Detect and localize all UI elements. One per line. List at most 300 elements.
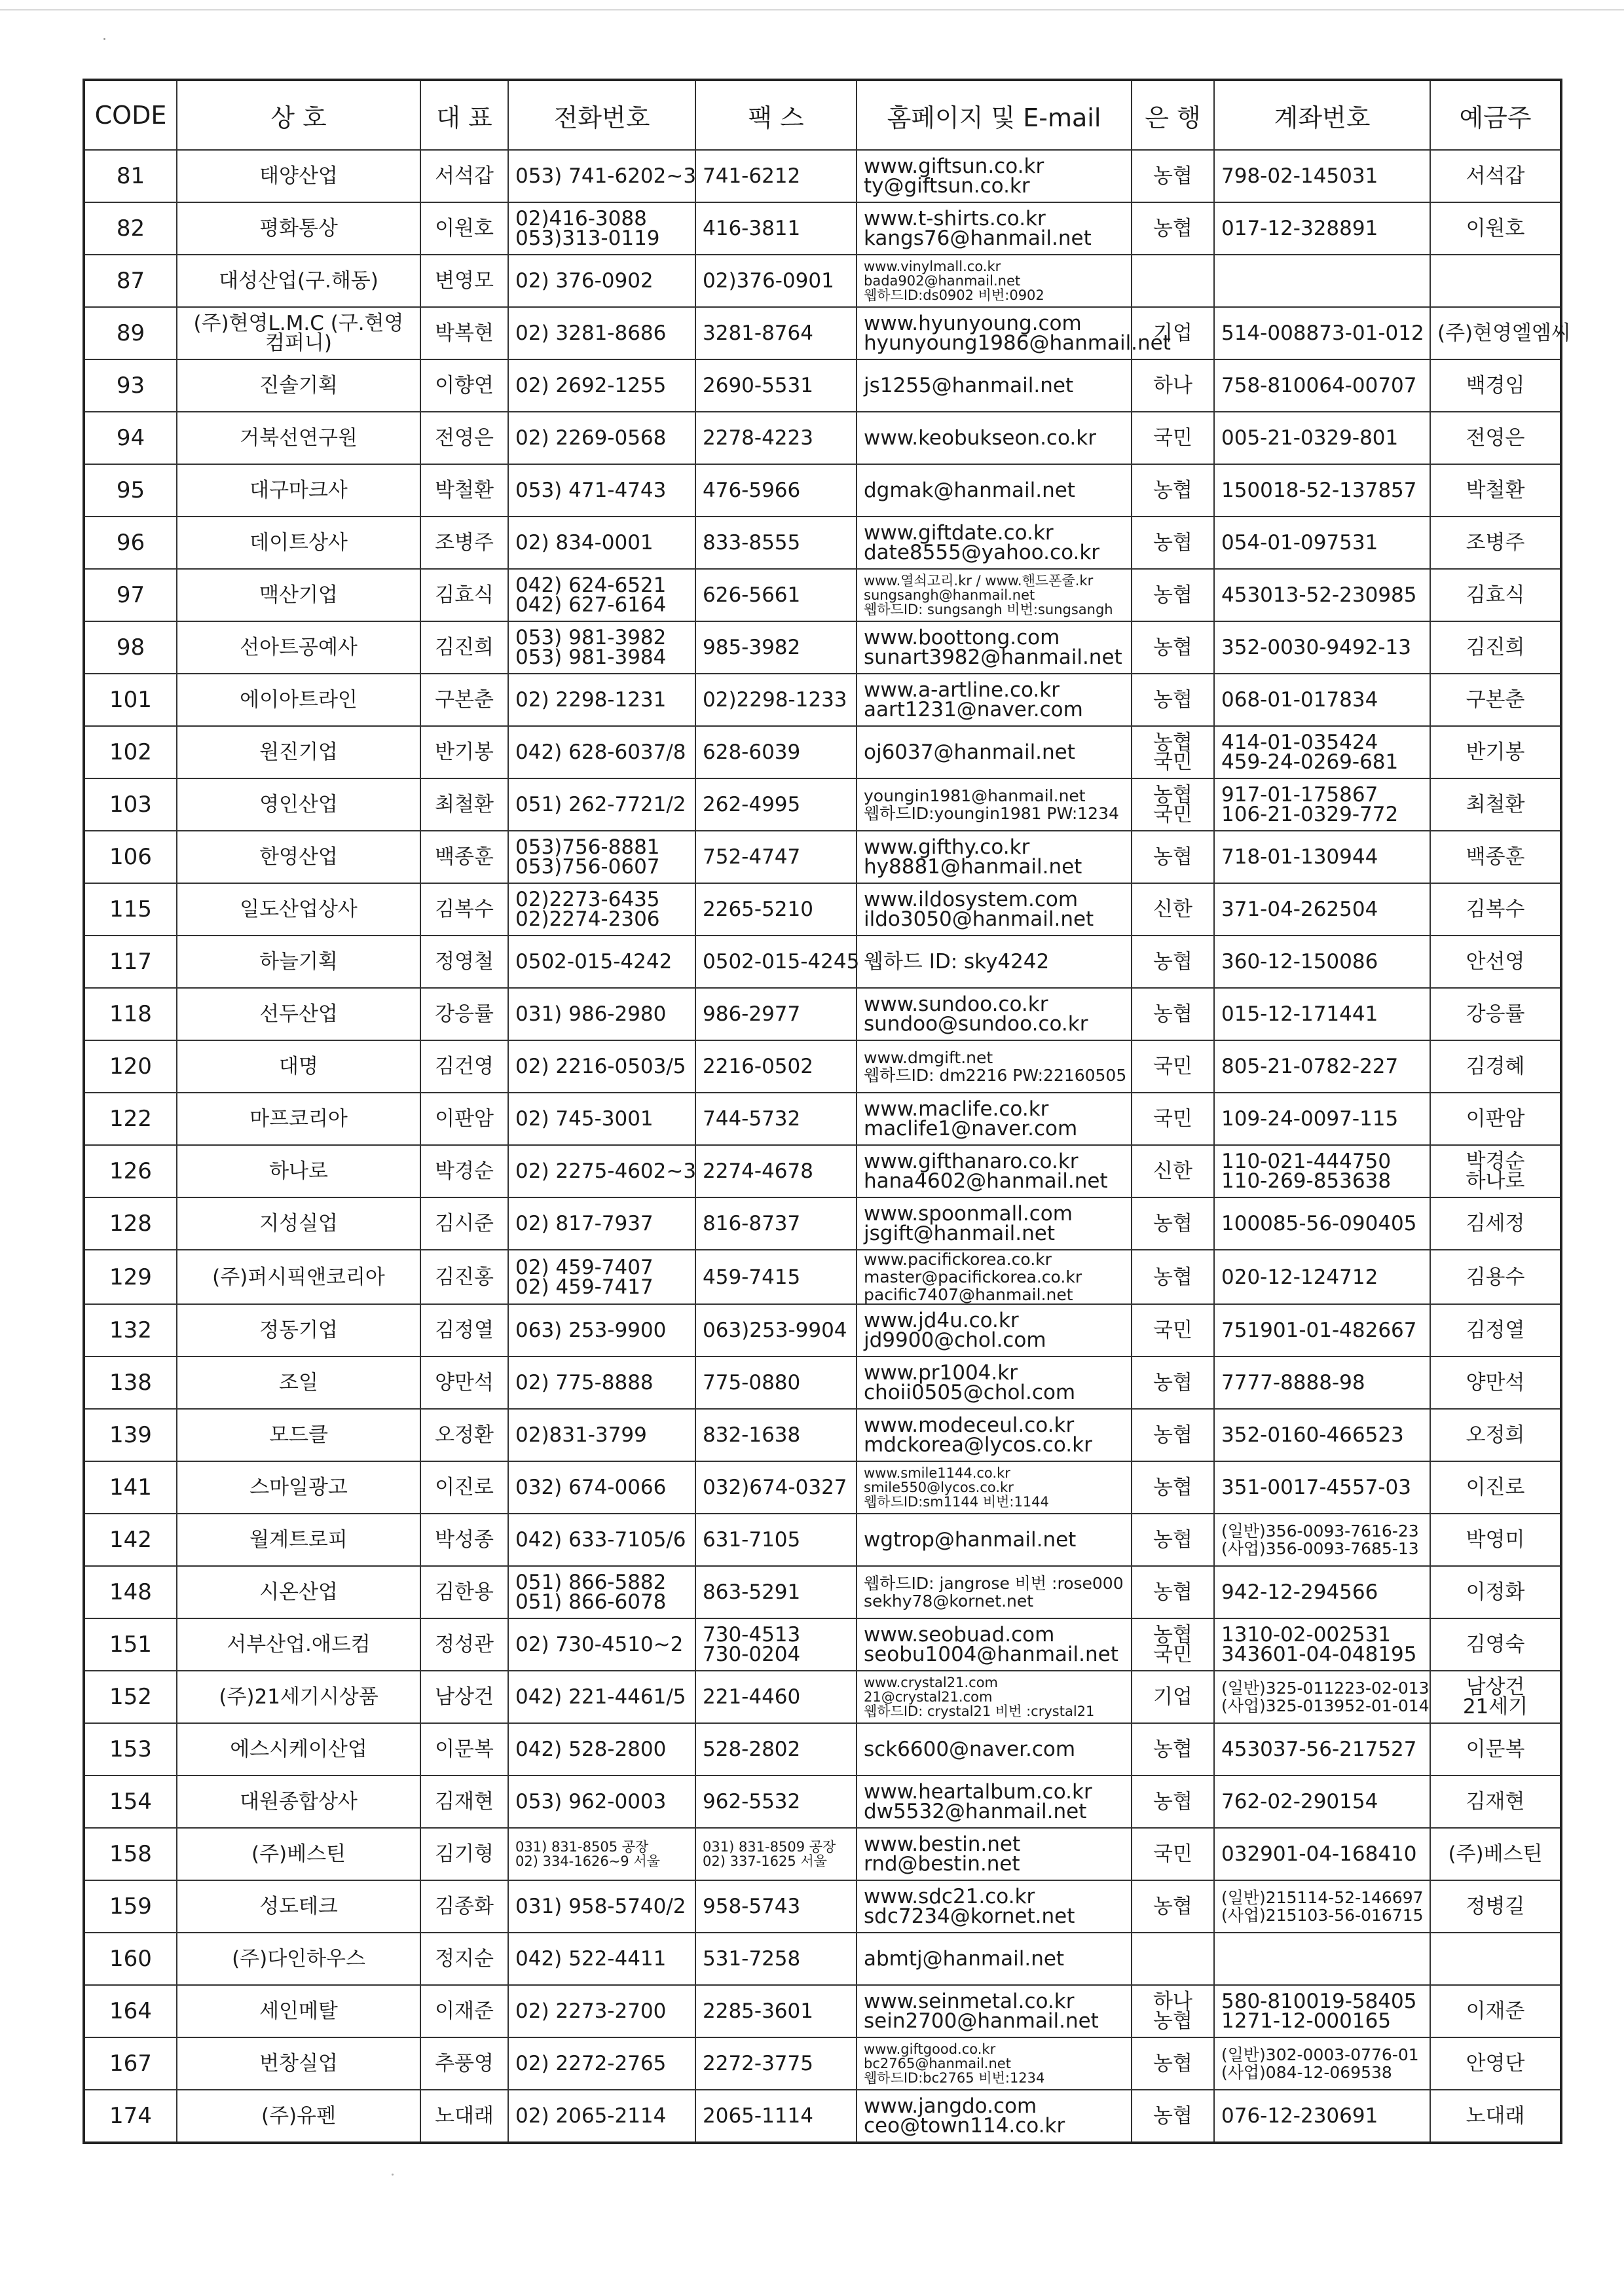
fax-cell — [695, 1304, 857, 1357]
web-email-cell-line: 웹하드ID:sm1144 비번:1144 — [864, 1494, 1049, 1510]
representative-cell: 반기봉 — [420, 726, 508, 778]
phone-cell-line: 02) 745-3001 — [515, 1107, 654, 1131]
bank-cell — [1132, 831, 1214, 883]
representative-cell: 조병주 — [420, 517, 508, 569]
account-holder-cell-line: 안선영 — [1466, 950, 1525, 974]
representative-cell: 박복현 — [420, 307, 508, 359]
fax-cell-line: 262-4995 — [703, 793, 801, 816]
account-number-cell — [1214, 1880, 1430, 1933]
account-number-cell-line: 917-01-175867 — [1221, 783, 1378, 807]
account-number-cell-line: (사업)356-0093-7685-13 — [1221, 1539, 1419, 1558]
account-number-cell — [1214, 1040, 1430, 1093]
bank-cell-line: 농협 — [1153, 1790, 1192, 1813]
table-row — [84, 1723, 1561, 1776]
bank-cell — [1132, 1461, 1214, 1514]
web-email-cell — [857, 255, 1132, 307]
table-row — [84, 1145, 1561, 1197]
col-phone-header: 전화번호 — [508, 80, 695, 150]
code-cell: 101 — [84, 674, 177, 726]
bank-cell — [1132, 1357, 1214, 1409]
web-email-cell-line: pacific7407@hanmail.net — [864, 1285, 1073, 1304]
table-row — [84, 1040, 1561, 1093]
web-email-cell-line: mdckorea@lycos.co.kr — [864, 1433, 1092, 1457]
account-holder-cell-line: 서석갑 — [1466, 164, 1525, 188]
phone-cell — [508, 1197, 695, 1250]
web-email-cell-line: sck6600@naver.com — [864, 1738, 1076, 1761]
company-name-cell: 평화통상 — [177, 202, 420, 255]
bank-cell — [1132, 1671, 1214, 1723]
account-holder-cell — [1430, 1618, 1561, 1671]
web-email-cell-line: www.a-artline.co.kr — [864, 678, 1060, 702]
account-number-cell-line: 371-04-262504 — [1221, 898, 1378, 921]
web-email-cell-line: www.dmgift.net — [864, 1048, 993, 1067]
bank-cell — [1132, 1880, 1214, 1933]
fax-cell-line: 02)376-0901 — [703, 269, 834, 293]
web-email-cell — [857, 1671, 1132, 1723]
web-email-cell — [857, 1197, 1132, 1250]
phone-cell-line: 02) 2269-0568 — [515, 426, 667, 450]
bank-cell — [1132, 150, 1214, 202]
phone-cell-line: 031) 831-8505 공장 — [515, 1839, 649, 1855]
account-number-cell — [1214, 1828, 1430, 1880]
account-number-cell — [1214, 621, 1430, 674]
account-holder-cell-line: 조병주 — [1466, 531, 1525, 555]
phone-cell-line: 02) 334-1626~9 서울 — [515, 1853, 660, 1869]
code-cell: 102 — [84, 726, 177, 778]
web-email-cell — [857, 726, 1132, 778]
representative-cell: 정지순 — [420, 1933, 508, 1985]
account-holder-cell — [1430, 988, 1561, 1040]
web-email-cell — [857, 1409, 1132, 1461]
phone-cell-line: 053) 981-3984 — [515, 646, 667, 669]
account-holder-cell — [1430, 307, 1571, 359]
fax-cell — [695, 831, 857, 883]
web-email-cell-line: 웹하드 ID: sky4242 — [864, 950, 1050, 974]
account-holder-cell-line: 오정희 — [1466, 1423, 1525, 1447]
company-name-cell: 하늘기획 — [177, 936, 420, 988]
company-name-cell: 맥산기업 — [177, 569, 420, 621]
account-number-cell — [1214, 1776, 1430, 1828]
company-name-cell: 대성산업(구.해동) — [177, 255, 420, 307]
table-row — [84, 1985, 1561, 2037]
code-cell: 97 — [84, 569, 177, 621]
web-email-cell — [857, 359, 1132, 412]
representative-cell: 강응률 — [420, 988, 508, 1040]
company-name-cell: 원진기업 — [177, 726, 420, 778]
representative-cell: 김기형 — [420, 1828, 508, 1880]
web-email-cell-line: dgmak@hanmail.net — [864, 479, 1075, 502]
account-number-cell-line: 352-0030-9492-13 — [1221, 636, 1411, 659]
web-email-cell-line: 웹하드ID: crystal21 비번 :crystal21 — [864, 1704, 1095, 1719]
representative-cell: 이문복 — [420, 1723, 508, 1776]
fax-cell — [695, 1093, 857, 1145]
web-email-cell-line: sdc7234@kornet.net — [864, 1904, 1075, 1928]
fax-cell-line: 459-7415 — [703, 1265, 801, 1289]
phone-cell-line: 02) 459-7407 — [515, 1255, 654, 1279]
fax-cell-line: 2690-5531 — [703, 374, 813, 397]
account-number-cell — [1214, 1409, 1430, 1461]
account-holder-cell-line: 이정화 — [1466, 1580, 1525, 1604]
phone-cell-line: 02) 730-4510~2 — [515, 1633, 684, 1656]
account-holder-cell-line: 하나로 — [1466, 1169, 1525, 1193]
bank-cell — [1132, 1197, 1214, 1250]
web-email-cell-line: abmtj@hanmail.net — [864, 1947, 1065, 1971]
phone-cell-line: 02)2274-2306 — [515, 907, 660, 931]
col-bank-header: 은 행 — [1132, 80, 1214, 150]
bank-cell — [1132, 464, 1214, 517]
table-row — [84, 1566, 1561, 1618]
web-email-cell-line: oj6037@hanmail.net — [864, 740, 1075, 764]
company-name-cell: 일도산업상사 — [177, 883, 420, 936]
account-number-cell-line: 110-021-444750 — [1221, 1150, 1392, 1173]
phone-cell — [508, 202, 695, 255]
web-email-cell-line: hy8881@hanmail.net — [864, 855, 1082, 879]
code-cell: 95 — [84, 464, 177, 517]
phone-cell — [508, 1828, 695, 1880]
fax-cell-line: 2265-5210 — [703, 898, 813, 921]
company-name-cell: 번창실업 — [177, 2037, 420, 2090]
web-email-cell-line: seobu1004@hanmail.net — [864, 1643, 1118, 1666]
code-cell: 129 — [84, 1250, 177, 1304]
account-holder-cell-line: 최철환 — [1466, 793, 1525, 816]
phone-cell — [508, 936, 695, 988]
representative-cell: 이원호 — [420, 202, 508, 255]
web-email-cell-line: www.bestin.net — [864, 1832, 1021, 1856]
phone-cell-line: 053)313-0119 — [515, 227, 660, 250]
table-row — [84, 1409, 1561, 1461]
bank-cell-line: 농협 — [1153, 731, 1192, 754]
account-holder-cell — [1430, 621, 1561, 674]
phone-cell-line: 02) 775-8888 — [515, 1371, 654, 1394]
bank-cell — [1132, 1250, 1214, 1304]
web-email-cell-line: www.spoonmall.com — [864, 1202, 1073, 1226]
account-number-cell-line: 758-810064-00707 — [1221, 374, 1417, 397]
account-number-cell-line: 005-21-0329-801 — [1221, 426, 1399, 450]
code-cell: 126 — [84, 1145, 177, 1197]
table-row — [84, 674, 1561, 726]
web-email-cell-line: sungsangh@hanmail.net — [864, 587, 1035, 603]
web-email-cell-line: rnd@bestin.net — [864, 1852, 1020, 1876]
code-cell: 159 — [84, 1880, 177, 1933]
account-number-cell-line: 017-12-328891 — [1221, 217, 1378, 240]
web-email-cell-line: 웹하드ID:ds0902 비번:0902 — [864, 287, 1044, 303]
web-email-cell-line: www.pacifickorea.co.kr — [864, 1250, 1052, 1269]
web-email-cell — [857, 1880, 1132, 1933]
company-name-cell: 한영산업 — [177, 831, 420, 883]
account-holder-cell — [1430, 674, 1561, 726]
account-number-cell — [1214, 150, 1430, 202]
account-number-cell-line: 942-12-294566 — [1221, 1580, 1378, 1604]
account-holder-cell — [1430, 1671, 1561, 1723]
company-name-cell: 마프코리아 — [177, 1093, 420, 1145]
table-row — [84, 1304, 1561, 1357]
web-email-cell — [857, 988, 1132, 1040]
account-number-cell-line: 150018-52-137857 — [1221, 479, 1417, 502]
phone-cell-line: 02) 2275-4602~3 — [515, 1159, 697, 1183]
account-holder-cell-line: 이문복 — [1466, 1738, 1525, 1761]
bank-cell — [1132, 412, 1214, 464]
fax-cell — [695, 307, 857, 359]
phone-cell-line: 042) 624-6521 — [515, 574, 667, 597]
web-email-cell-line: www.jd4u.co.kr — [864, 1309, 1019, 1332]
bank-cell-line: 농협 — [1153, 688, 1192, 712]
account-holder-cell — [1430, 1145, 1561, 1197]
web-email-cell-line: www.ildosystem.com — [864, 888, 1079, 911]
web-email-cell — [857, 831, 1132, 883]
account-number-cell — [1214, 202, 1430, 255]
fax-cell — [695, 1357, 857, 1409]
account-holder-cell — [1430, 1093, 1561, 1145]
bank-cell-line: 농협 — [1153, 164, 1192, 188]
web-email-cell-line: www.sdc21.co.kr — [864, 1885, 1035, 1908]
phone-cell-line: 032) 674-0066 — [515, 1476, 667, 1499]
table-row — [84, 464, 1561, 517]
bank-cell-line: 농협 — [1153, 217, 1192, 240]
phone-cell — [508, 1093, 695, 1145]
web-email-cell-line: www.seobuad.com — [864, 1623, 1055, 1647]
account-number-cell-line: 762-02-290154 — [1221, 1790, 1378, 1813]
fax-cell — [695, 1776, 857, 1828]
code-cell: 93 — [84, 359, 177, 412]
supplier-directory-sheet — [83, 79, 1571, 2144]
col-account-header: 계좌번호 — [1214, 80, 1430, 150]
bank-cell-line: 국민 — [1153, 1107, 1192, 1131]
account-number-cell — [1214, 464, 1430, 517]
representative-cell: 이재준 — [420, 1985, 508, 2037]
account-holder-cell-line: 김재현 — [1466, 1790, 1525, 1813]
account-holder-cell — [1430, 778, 1561, 831]
account-holder-cell-line: 박영미 — [1466, 1528, 1525, 1552]
phone-cell-line: 02) 817-7937 — [515, 1212, 654, 1235]
fax-cell — [695, 674, 857, 726]
phone-cell — [508, 150, 695, 202]
company-name-cell: 선아트공예사 — [177, 621, 420, 674]
web-email-cell-line: www.jangdo.com — [864, 2094, 1037, 2118]
account-holder-cell-line: 백경임 — [1466, 374, 1525, 397]
phone-cell-line: 063) 253-9900 — [515, 1319, 667, 1342]
code-cell: 142 — [84, 1514, 177, 1566]
account-number-cell — [1214, 2090, 1430, 2143]
representative-cell: 남상건 — [420, 1671, 508, 1723]
code-cell: 106 — [84, 831, 177, 883]
table-body — [84, 150, 1571, 2143]
bank-cell — [1132, 1618, 1214, 1671]
account-number-cell — [1214, 1093, 1430, 1145]
code-cell: 138 — [84, 1357, 177, 1409]
web-email-cell-line: www.gifthanaro.co.kr — [864, 1150, 1079, 1173]
table-row — [84, 1093, 1561, 1145]
company-name-cell: 에스시케이산업 — [177, 1723, 420, 1776]
account-holder-cell — [1430, 1880, 1561, 1933]
bank-cell-line: 신한 — [1153, 898, 1192, 921]
account-number-cell-line: 360-12-150086 — [1221, 950, 1378, 974]
account-holder-cell — [1430, 1461, 1561, 1514]
account-holder-cell-line: 이재준 — [1466, 1999, 1525, 2023]
scan-speck — [103, 38, 105, 40]
account-number-cell-line: 1310-02-002531 — [1221, 1623, 1392, 1647]
company-name-cell: 태양산업 — [177, 150, 420, 202]
web-email-cell-line: 21@crystal21.com — [864, 1689, 993, 1705]
fax-cell-line: 730-0204 — [703, 1643, 801, 1666]
representative-cell: 최철환 — [420, 778, 508, 831]
phone-cell-line: 02) 2273-2700 — [515, 1999, 667, 2023]
bank-cell — [1132, 1145, 1214, 1197]
fax-cell — [695, 1671, 857, 1723]
account-holder-cell-line: 김경혜 — [1466, 1055, 1525, 1078]
account-number-cell-line: (일반)215114-52-146697 — [1221, 1888, 1424, 1907]
fax-cell-line: 476-5966 — [703, 479, 801, 502]
bank-cell-line: 농협 — [1153, 479, 1192, 502]
fax-cell-line: 2216-0502 — [703, 1055, 813, 1078]
web-email-cell-line: sein2700@hanmail.net — [864, 2009, 1099, 2033]
account-number-cell-line: 414-01-035424 — [1221, 731, 1378, 754]
web-email-cell — [857, 307, 1171, 359]
representative-cell: 이진로 — [420, 1461, 508, 1514]
fax-cell-line: 986-2977 — [703, 1002, 801, 1026]
bank-cell — [1132, 1409, 1214, 1461]
company-name-cell: 세인메탈 — [177, 1985, 420, 2037]
bank-cell-line: 국민 — [1153, 1842, 1192, 1866]
bank-cell-line: 농협 — [1153, 845, 1192, 869]
fax-cell-line: 2272-3775 — [703, 2052, 813, 2075]
account-number-cell-line: 805-21-0782-227 — [1221, 1055, 1399, 1078]
web-email-cell-line: 웹하드ID: dm2216 PW:22160505 — [864, 1066, 1127, 1085]
account-holder-cell-line: 김세정 — [1466, 1212, 1525, 1235]
bank-cell-line: 농협 — [1153, 783, 1192, 807]
web-email-cell-line: www.crystal21.com — [864, 1675, 999, 1690]
bank-cell — [1132, 1723, 1214, 1776]
web-email-cell-line: 웹하드ID: sungsangh 비번:sungsangh — [864, 602, 1113, 617]
company-name-cell: 대명 — [177, 1040, 420, 1093]
account-number-cell — [1214, 2037, 1430, 2090]
phone-cell — [508, 1461, 695, 1514]
account-holder-cell-line: 박철환 — [1466, 479, 1525, 502]
code-cell: 148 — [84, 1566, 177, 1618]
company-name-cell: 진솔기획 — [177, 359, 420, 412]
code-cell: 154 — [84, 1776, 177, 1828]
col-representative-header: 대 표 — [420, 80, 508, 150]
account-number-cell-line: 068-01-017834 — [1221, 688, 1378, 712]
table-row — [84, 726, 1561, 778]
account-holder-cell-line: 이판암 — [1466, 1107, 1525, 1131]
col-code-header: CODE — [84, 80, 177, 150]
code-cell: 117 — [84, 936, 177, 988]
phone-cell — [508, 412, 695, 464]
account-holder-cell — [1430, 936, 1561, 988]
phone-cell-line: 051) 866-6078 — [515, 1590, 667, 1614]
phone-cell — [508, 883, 695, 936]
web-email-cell-line: sundoo@sundoo.co.kr — [864, 1012, 1088, 1036]
phone-cell-line: 02) 2272-2765 — [515, 2052, 667, 2075]
company-name-cell: 서부산업.애드컴 — [177, 1618, 420, 1671]
bank-cell — [1132, 1093, 1214, 1145]
web-email-cell-line: ty@giftsun.co.kr — [864, 174, 1030, 198]
bank-cell-line: 농협 — [1153, 1580, 1192, 1604]
web-email-cell — [857, 1093, 1132, 1145]
account-number-cell-line: 100085-56-090405 — [1221, 1212, 1417, 1235]
fax-cell — [695, 569, 857, 621]
account-holder-cell — [1430, 412, 1561, 464]
account-holder-cell-line: 21세기 — [1462, 1695, 1528, 1719]
account-holder-cell — [1430, 1357, 1561, 1409]
fax-cell — [695, 1197, 857, 1250]
table-row — [84, 307, 1561, 359]
company-name-cell: 정동기업 — [177, 1304, 420, 1357]
company-name-cell: 지성실업 — [177, 1197, 420, 1250]
bank-cell — [1132, 621, 1214, 674]
fax-cell-line: 0502-015-4245 — [703, 950, 860, 974]
web-email-cell — [857, 2037, 1132, 2090]
account-number-cell — [1214, 569, 1430, 621]
account-holder-cell — [1430, 1304, 1561, 1357]
phone-cell-line: 053) 981-3982 — [515, 626, 667, 649]
phone-cell — [508, 1671, 695, 1723]
company-name-cell: (주)베스틴 — [177, 1828, 420, 1880]
account-holder-cell — [1430, 883, 1561, 936]
phone-cell — [508, 988, 695, 1040]
scan-speck — [392, 2174, 394, 2176]
phone-cell-line: 031) 986-2980 — [515, 1002, 667, 1026]
bank-cell-line: 국민 — [1153, 803, 1192, 826]
web-email-cell — [857, 517, 1132, 569]
fax-cell — [695, 1514, 857, 1566]
account-number-cell — [1214, 359, 1430, 412]
bank-cell-line: 기업 — [1153, 1685, 1192, 1709]
phone-cell — [508, 1357, 695, 1409]
code-cell: 81 — [84, 150, 177, 202]
representative-cell: 김진홍 — [420, 1250, 508, 1304]
phone-cell-line: 02) 2216-0503/5 — [515, 1055, 686, 1078]
account-number-cell-line: 459-24-0269-681 — [1221, 750, 1399, 774]
account-holder-cell — [1430, 1409, 1561, 1461]
web-email-cell-line: date8555@yahoo.co.kr — [864, 541, 1100, 564]
table-row — [84, 1197, 1561, 1250]
web-email-cell-line: bada902@hanmail.net — [864, 273, 1021, 289]
phone-cell-line: 02) 834-0001 — [515, 531, 654, 555]
bank-cell-line: 농협 — [1153, 2104, 1192, 2128]
code-cell: 94 — [84, 412, 177, 464]
web-email-cell — [857, 569, 1132, 621]
representative-cell: 김한용 — [420, 1566, 508, 1618]
account-holder-cell — [1430, 1514, 1561, 1566]
web-email-cell — [857, 150, 1132, 202]
fax-cell — [695, 1933, 857, 1985]
account-holder-cell-line: (주)현영엘엠씨 — [1437, 321, 1571, 345]
phone-cell — [508, 1304, 695, 1357]
account-number-cell — [1214, 1985, 1430, 2037]
company-name-cell: 스마일광고 — [177, 1461, 420, 1514]
fax-cell — [695, 1145, 857, 1197]
representative-cell: 전영은 — [420, 412, 508, 464]
account-holder-cell — [1430, 2090, 1561, 2143]
web-email-cell-line: sekhy78@kornet.net — [864, 1592, 1034, 1611]
representative-cell: 김재현 — [420, 1776, 508, 1828]
table-row — [84, 1776, 1561, 1828]
account-number-cell — [1214, 1197, 1430, 1250]
web-email-cell-line: www.maclife.co.kr — [864, 1097, 1049, 1121]
fax-cell-line: 2285-3601 — [703, 1999, 813, 2023]
web-email-cell-line: bc2765@hanmail.net — [864, 2056, 1011, 2071]
fax-cell-line: 962-5532 — [703, 1790, 801, 1813]
account-holder-cell-line: 정병길 — [1466, 1895, 1525, 1918]
fax-cell — [695, 1250, 857, 1304]
table-row — [84, 988, 1561, 1040]
account-number-cell-line: 514-008873-01-012 — [1221, 321, 1424, 345]
phone-cell — [508, 1723, 695, 1776]
table-row — [84, 1357, 1561, 1409]
web-email-cell-line: js1255@hanmail.net — [864, 374, 1074, 397]
account-holder-cell — [1430, 1566, 1561, 1618]
